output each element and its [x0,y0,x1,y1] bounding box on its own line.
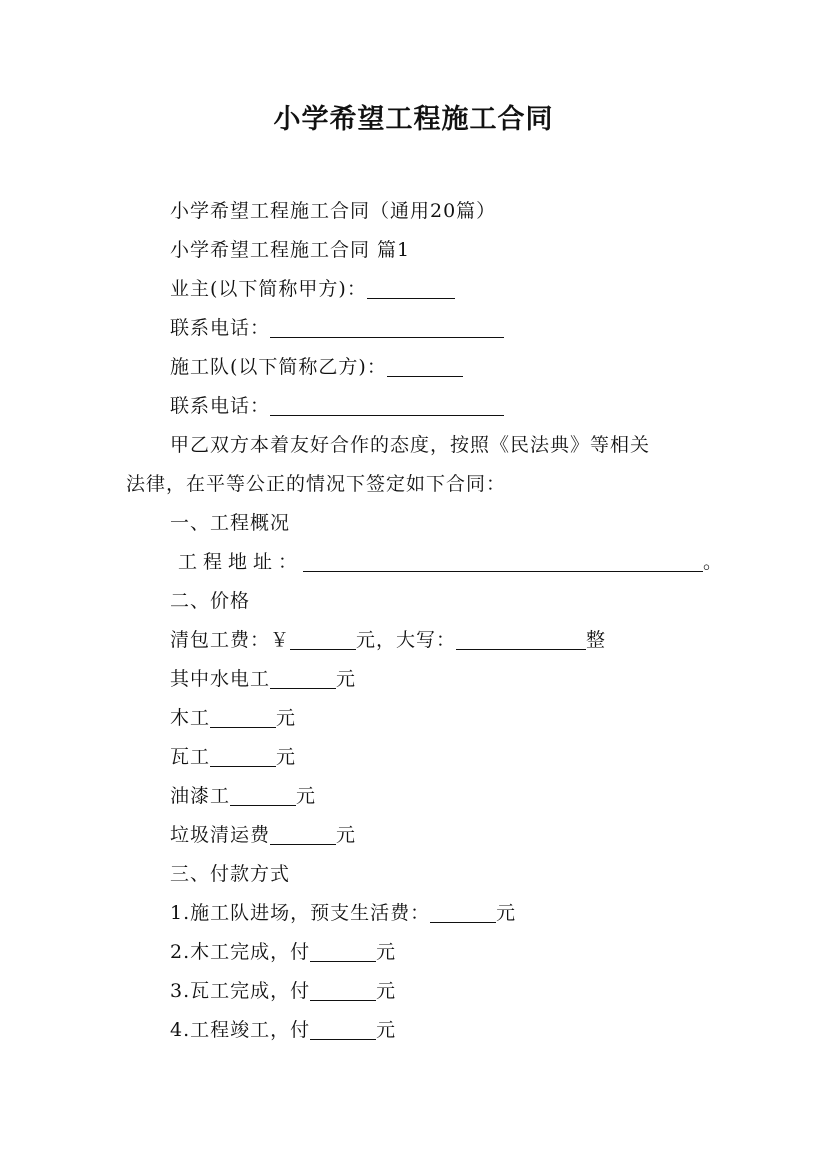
contractor-phone-line: 联系电话： [126,387,726,426]
waste-fee-blank[interactable] [270,822,336,845]
owner-blank[interactable] [367,276,455,299]
contractor-phone-blank[interactable] [270,393,504,416]
owner-phone-line: 联系电话： [126,309,726,348]
address-blank[interactable] [303,549,703,572]
payment-item-1-blank[interactable] [430,900,496,923]
plumbing-fee-line: 其中水电工 元 [170,668,357,690]
plumbing-fee-blank[interactable] [270,666,336,689]
masonry-fee-line: 瓦工 元 [170,746,297,768]
document-subtitle: 小学希望工程施工合同（通用20篇） [170,200,497,222]
section-heading: 小学希望工程施工合同 篇1 [170,239,411,261]
total-fee-blank[interactable] [290,627,356,650]
preamble-line-2: 法律，在平等公正的情况下签定如下合同： [126,473,507,495]
total-fee-line: 清包工费：￥ 元，大写： 整 [170,629,607,651]
contract-body [126,192,726,1050]
painting-fee-blank[interactable] [230,783,296,806]
contractor-line: 施工队(以下简称乙方)： [126,348,726,387]
document-title: 小学希望工程施工合同 [273,104,554,135]
address-line: 工程地址： 。 [178,551,724,573]
section-1-heading: 一、工程概况 [170,512,291,534]
contractor-blank[interactable] [387,354,463,377]
masonry-fee-blank[interactable] [210,744,276,767]
total-fee-words-blank[interactable] [456,627,586,650]
payment-item-1: 1.施工队进场，预支生活费： 元 [170,902,517,924]
owner-phone-blank[interactable] [270,315,504,338]
waste-fee-line: 垃圾清运费 元 [170,824,357,846]
payment-item-4: 4.工程竣工，付 元 [170,1019,397,1041]
payment-item-2-blank[interactable] [310,939,376,962]
section-3-heading: 三、付款方式 [170,863,291,885]
carpentry-fee-line: 木工 元 [170,707,297,729]
owner-line: 业主(以下简称甲方)： [126,270,726,309]
payment-item-2: 2.木工完成，付 元 [170,941,397,963]
preamble-line-1: 甲乙双方本着友好合作的态度，按照《民法典》等相关 [170,434,651,456]
payment-item-3-blank[interactable] [310,978,376,1001]
payment-item-3: 3.瓦工完成，付 元 [170,980,397,1002]
painting-fee-line: 油漆工 元 [170,785,317,807]
carpentry-fee-blank[interactable] [210,705,276,728]
payment-item-4-blank[interactable] [310,1017,376,1040]
section-2-heading: 二、价格 [170,590,251,612]
